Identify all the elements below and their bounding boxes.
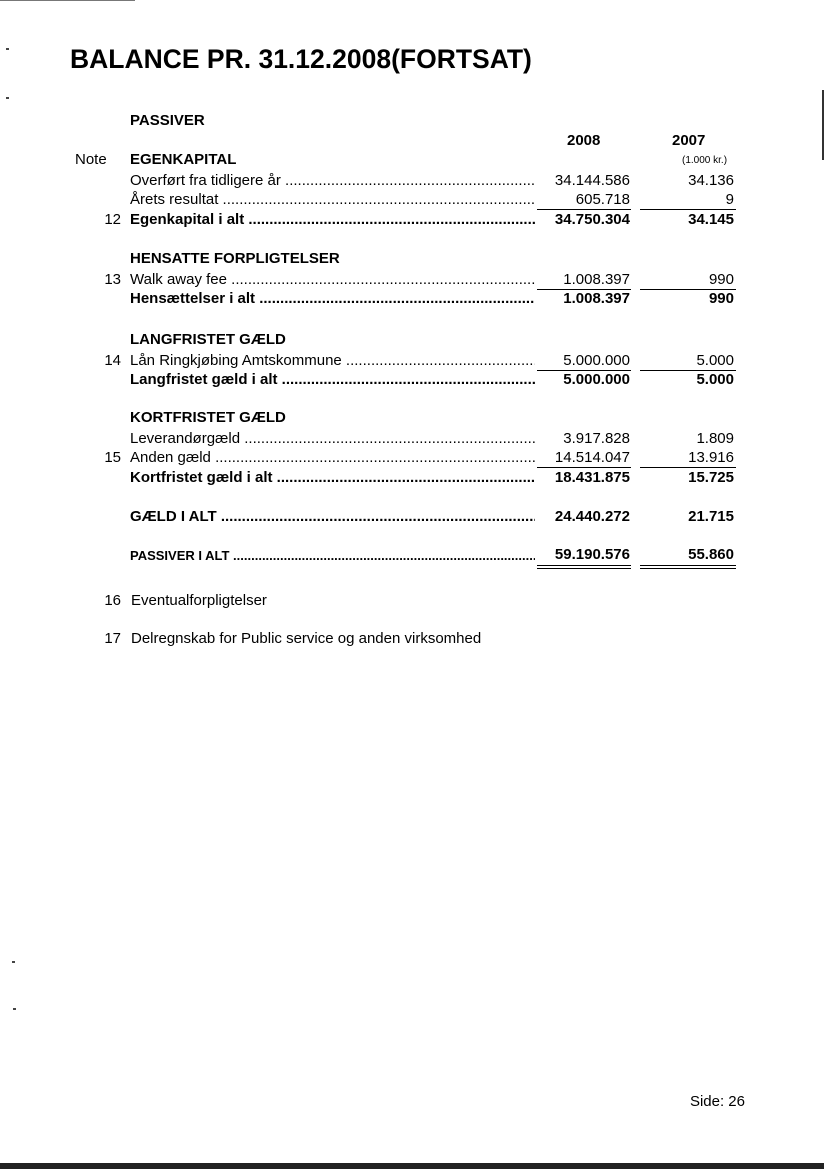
column-header-2008: 2008 bbox=[567, 132, 601, 149]
row-value-2008: 605.718 bbox=[575, 191, 630, 208]
table-row bbox=[0, 172, 824, 192]
double-rule bbox=[640, 565, 736, 566]
table-row bbox=[0, 352, 824, 372]
subtotal-rule bbox=[640, 467, 736, 468]
section-heading-hensatte: HENSATTE FORPLIGTELSER bbox=[130, 250, 340, 267]
column-header-2007: 2007 bbox=[672, 132, 706, 149]
top-rule bbox=[0, 0, 135, 1]
row-value-2008: 18.431.875 bbox=[554, 469, 630, 486]
row-label: Anden gæld ..... bbox=[130, 449, 535, 466]
row-value-2008: 14.514.047 bbox=[554, 449, 630, 466]
row-label: Overført fra tidligere år ..... bbox=[130, 172, 535, 189]
scan-speck bbox=[13, 1008, 16, 1010]
row-value-2008: 34.144.586 bbox=[554, 172, 630, 189]
row-value-2007: 13.916 bbox=[688, 449, 734, 466]
page-number: Side: 26 bbox=[689, 1093, 745, 1110]
row-value-2008: 1.008.397 bbox=[563, 271, 630, 288]
note-number: 16 bbox=[104, 592, 121, 609]
section-heading-langfristet: LANGFRISTET GÆLD bbox=[130, 331, 286, 348]
page-title: BALANCE PR. 31.12.2008(FORTSAT) bbox=[70, 44, 532, 74]
scan-speck bbox=[12, 961, 15, 963]
table-row bbox=[0, 271, 824, 291]
row-value-2008: 24.440.272 bbox=[554, 508, 630, 525]
table-row bbox=[0, 449, 824, 469]
row-value-2007: 15.725 bbox=[688, 469, 734, 486]
row-value-2007: 21.715 bbox=[688, 508, 734, 525]
section-heading-egenkapital: EGENKAPITAL bbox=[130, 151, 237, 168]
row-label: Egenkapital i alt ..... bbox=[130, 211, 535, 228]
total-row bbox=[0, 371, 824, 391]
unit-label: (1.000 kr.) bbox=[682, 155, 728, 166]
row-value-2007: 5.000 bbox=[696, 371, 734, 388]
note-text: Eventualforpligtelser bbox=[131, 592, 267, 609]
row-value-2007: 990 bbox=[708, 290, 734, 307]
note-column-header: Note bbox=[75, 151, 107, 168]
row-note: 13 bbox=[104, 271, 121, 288]
row-label: Årets resultat ..... bbox=[130, 191, 535, 208]
row-value-2008: 5.000.000 bbox=[563, 352, 630, 369]
double-rule bbox=[537, 565, 631, 566]
double-rule bbox=[537, 568, 631, 569]
row-value-2007: 5.000 bbox=[696, 352, 734, 369]
scan-speck bbox=[6, 97, 9, 99]
row-note: 12 bbox=[104, 211, 121, 228]
subtotal-rule bbox=[537, 467, 631, 468]
total-row bbox=[0, 290, 824, 310]
row-value-2008: 1.008.397 bbox=[563, 290, 630, 307]
table-row bbox=[0, 191, 824, 211]
row-value-2007: 34.136 bbox=[688, 172, 734, 189]
total-row bbox=[0, 211, 824, 231]
row-label: GÆLD I ALT ..... bbox=[130, 508, 535, 525]
row-note: 14 bbox=[104, 352, 121, 369]
note-text: Delregnskab for Public service og anden virksomhed bbox=[131, 630, 482, 647]
scan-speck bbox=[6, 48, 9, 50]
note-number: 17 bbox=[104, 630, 121, 647]
row-label: Kortfristet gæld i alt ..... bbox=[130, 469, 535, 486]
row-label: Hensættelser i alt ..... bbox=[130, 290, 535, 307]
row-value-2007: 990 bbox=[708, 271, 734, 288]
row-note: 15 bbox=[104, 449, 121, 466]
section-heading-kortfristet: KORTFRISTET GÆLD bbox=[130, 409, 286, 426]
total-row bbox=[0, 469, 824, 489]
row-value-2007: 1.809 bbox=[696, 430, 734, 447]
row-label: Leverandørgæld ..... bbox=[130, 430, 535, 447]
row-label: Lån Ringkjøbing Amtskommune ..... bbox=[130, 352, 535, 369]
subtotal-rule bbox=[640, 209, 736, 210]
table-row bbox=[0, 430, 824, 450]
row-value-2007: 9 bbox=[725, 191, 734, 208]
row-value-2008: 5.000.000 bbox=[563, 371, 630, 388]
row-value-2007: 55.860 bbox=[688, 546, 734, 563]
section-subtitle: PASSIVER bbox=[130, 112, 205, 129]
bottom-rule bbox=[0, 1163, 824, 1169]
row-value-2007: 34.145 bbox=[688, 211, 734, 228]
row-value-2008: 59.190.576 bbox=[554, 546, 630, 563]
double-rule bbox=[640, 568, 736, 569]
subtotal-rule bbox=[537, 209, 631, 210]
row-value-2008: 34.750.304 bbox=[554, 211, 630, 228]
row-label: Langfristet gæld i alt ..... bbox=[130, 371, 535, 388]
grand-total-row-liabilities bbox=[0, 546, 824, 566]
row-label: PASSIVER I ALT ..... bbox=[130, 546, 535, 563]
row-value-2008: 3.917.828 bbox=[563, 430, 630, 447]
row-label: Walk away fee ..... bbox=[130, 271, 535, 288]
grand-total-row-debt bbox=[0, 508, 824, 528]
